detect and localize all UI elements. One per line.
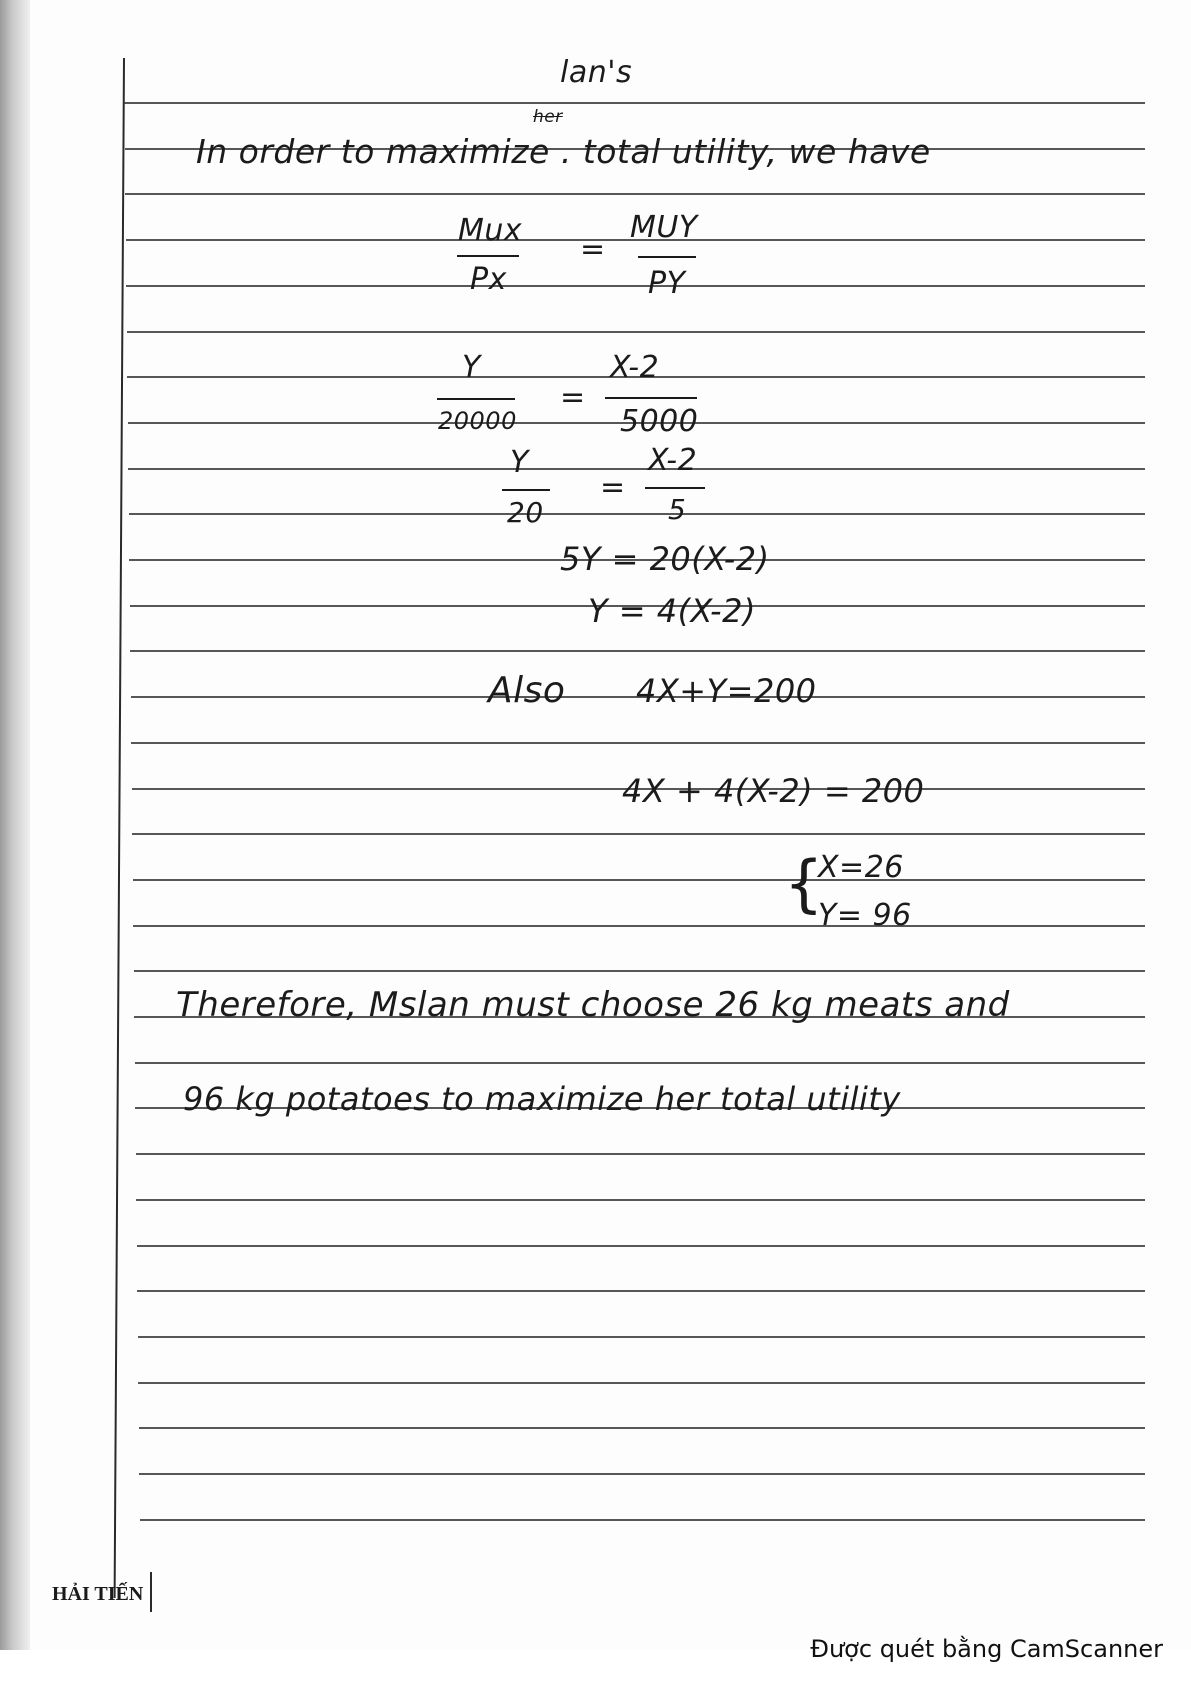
equals-sign: = [600, 470, 626, 505]
scanner-footer: Được quét bằng CamScanner [810, 1635, 1163, 1663]
brand-divider [150, 1572, 152, 1612]
insertion-top: lan's [560, 55, 633, 90]
brand-logo: HẢI TIẾN [52, 1583, 144, 1605]
substitution: 4X + 4(X-2) = 200 [622, 772, 925, 810]
ruled-line [138, 1382, 1145, 1384]
fraction-bar [638, 256, 696, 258]
x2-numerator: X-2 [648, 443, 698, 478]
ruled-line [128, 468, 1145, 470]
ruled-line [132, 833, 1145, 835]
ruled-line [136, 1199, 1145, 1201]
ruled-line [127, 331, 1145, 333]
d5-denominator: 5 [668, 493, 687, 526]
ruled-line [134, 970, 1145, 972]
ruled-line [139, 1427, 1145, 1429]
conclusion-line-2: 96 kg potatoes to maximize her total utility [183, 1080, 901, 1118]
ruled-line [137, 1290, 1145, 1292]
ruled-line [133, 925, 1145, 927]
budget-equation: 4X+Y=200 [636, 672, 817, 710]
fraction-bar [502, 489, 550, 491]
d20-denominator: 20 [507, 496, 544, 529]
solution-y: Y= 96 [818, 898, 912, 933]
ruled-line [131, 742, 1145, 744]
solution-x: X=26 [818, 850, 904, 885]
muy-numerator: MUY [630, 210, 698, 245]
ruled-line [126, 285, 1145, 287]
intro-line: In order to maximize . total utility, we have [196, 132, 931, 171]
d5000-denominator: 5000 [620, 404, 699, 439]
insertion-struck: her [533, 107, 563, 127]
conclusion-line-1: Therefore, Mslan must choose 26 kg meats and [176, 985, 1010, 1025]
x2-numerator: X-2 [610, 350, 660, 385]
mux-numerator: Mux [458, 213, 523, 248]
ruled-line [125, 193, 1145, 195]
y-numerator: Y [462, 350, 481, 385]
page-edge-shadow [0, 0, 30, 1685]
d20000-denominator: 20000 [438, 407, 517, 435]
ruled-line [137, 1245, 1145, 1247]
fraction-bar [437, 398, 515, 400]
ruled-line [139, 1473, 1145, 1475]
y-numerator: Y [510, 445, 529, 480]
ruled-line [135, 1062, 1145, 1064]
ruled-line [136, 1153, 1145, 1155]
brace-icon: { [784, 847, 824, 920]
fraction-bar [645, 487, 705, 489]
fraction-bar [605, 397, 697, 399]
ruled-line [140, 1519, 1145, 1521]
equals-sign: = [580, 232, 606, 267]
ruled-line [124, 102, 1145, 104]
ruled-line [130, 650, 1145, 652]
ruled-line [138, 1336, 1145, 1338]
fraction-bar [457, 255, 519, 257]
py-denominator: PY [648, 266, 686, 301]
also-label: Also [488, 670, 566, 711]
margin-line [114, 58, 125, 1598]
step-y: Y = 4(X-2) [588, 592, 756, 630]
ruled-line [133, 879, 1145, 881]
step-5y: 5Y = 20(X-2) [560, 540, 770, 578]
equals-sign: = [560, 380, 586, 415]
px-denominator: Px [470, 262, 507, 297]
ruled-line [129, 513, 1145, 515]
